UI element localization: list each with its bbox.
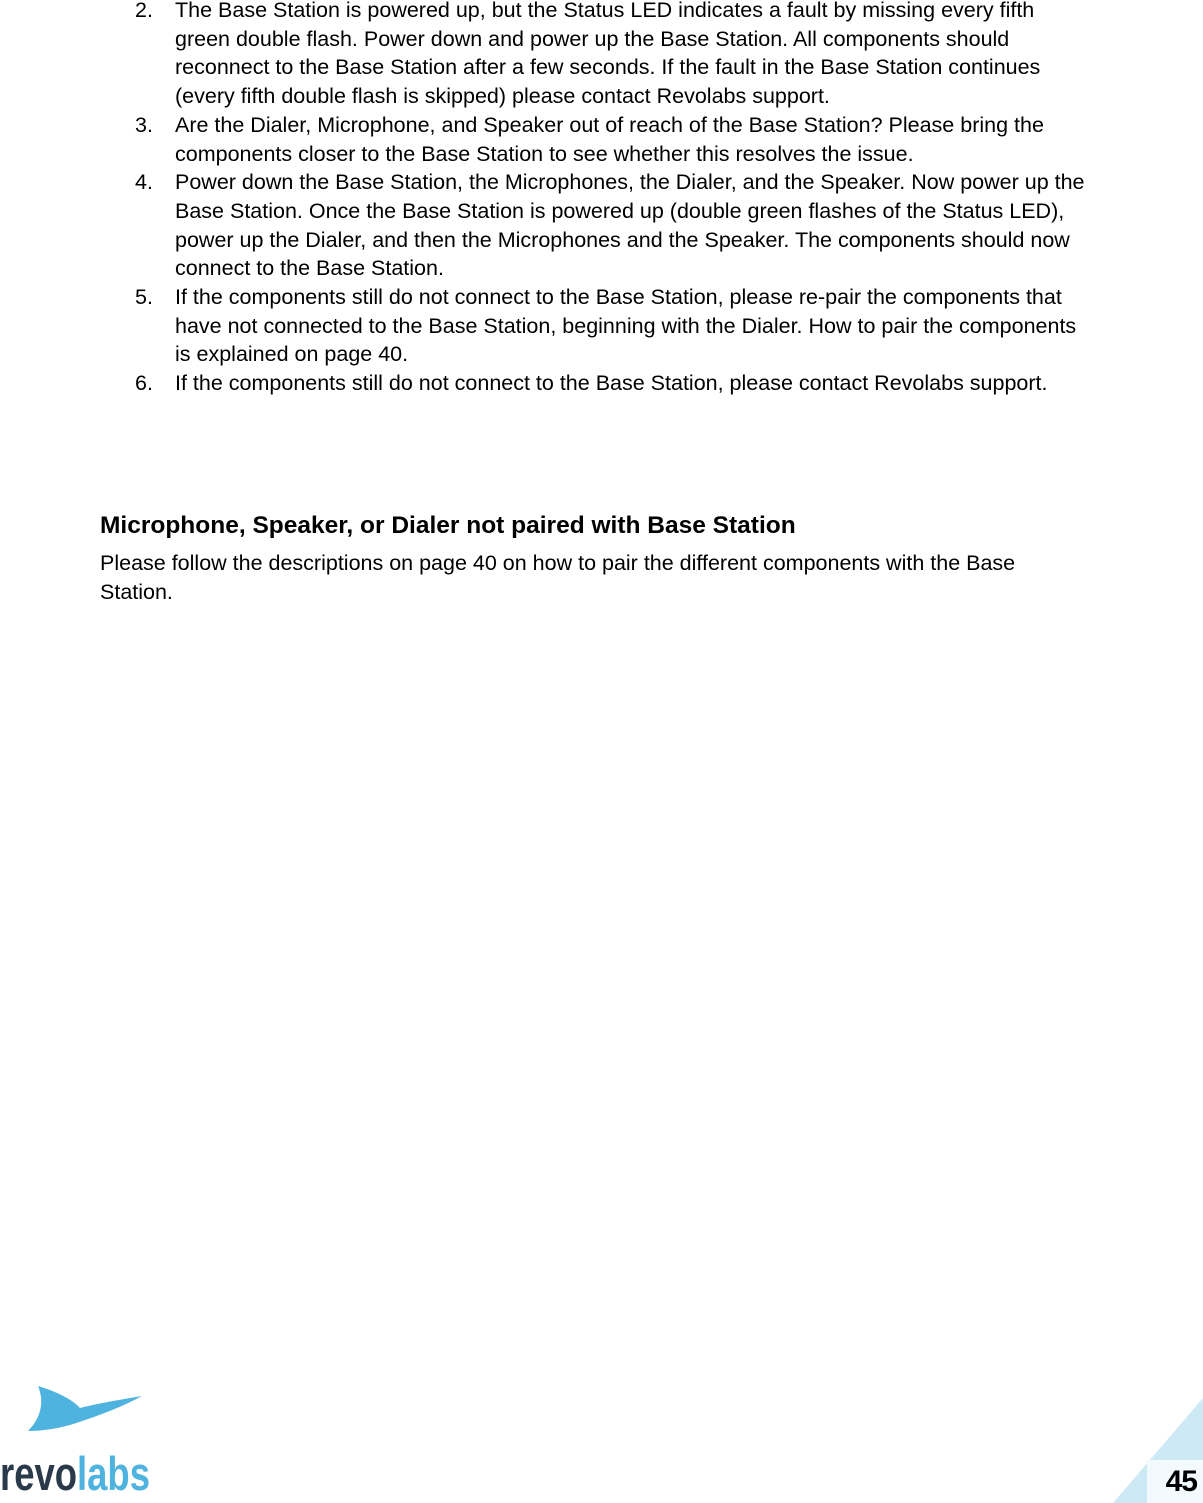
section-heading: Microphone, Speaker, or Dialer not paired with Base Station <box>100 512 796 539</box>
list-item-number: 2. <box>135 0 153 22</box>
fin-icon <box>28 1386 142 1431</box>
list-item-text: Are the Dialer, Microphone, and Speaker out of reach of the Base Station? Please bring the components closer to the Base Station to see whether this resolves the issue. <box>175 112 1044 166</box>
list-item-text: Power down the Base Station, the Microphones, the Dialer, and the Speaker. Now power up the Base Station. Once the Base Station is powered up (double green flashes of the Status LED), power up the Dialer, and then the Microphones and the Speaker. The components should now connect to the Base Station. <box>175 170 1085 281</box>
list-item-number: 4. <box>135 170 153 195</box>
list-item-number: 6. <box>135 371 153 396</box>
list-item <box>135 369 1095 398</box>
page-number: 45 <box>1165 1465 1197 1498</box>
list-item-number: 3. <box>135 112 153 137</box>
logo-wordmark: revolabs <box>0 1447 172 1500</box>
list-item-text: If the components still do not connect to the Base Station, please contact Revolabs support. <box>175 371 1048 396</box>
list-item-number: 5. <box>135 285 153 310</box>
revolabs-logo <box>0 1383 172 1500</box>
list-item-text: The Base Station is powered up, but the Status LED indicates a fault by missing every fifth green double flash. Power down and power up the Base Station. All components should reconnect to the Base Station after a few seconds. If the fault in the Base Station continues (every fifth double flash is skipped) please contact Revolabs support. <box>175 0 1041 109</box>
list-item <box>135 168 1095 283</box>
list-item-text: If the components still do not connect to the Base Station, please re-pair the components that have not connected to the Base Station, beginning with the Dialer. How to pair the components is explained on page 40. <box>175 285 1077 367</box>
troubleshooting-steps-list <box>135 0 1095 398</box>
list-item <box>135 283 1095 369</box>
page-corner <box>1113 1398 1203 1503</box>
revolabs-logo-graphic <box>0 1383 172 1500</box>
list-item <box>135 111 1095 168</box>
section-body-text: Please follow the descriptions on page 40 on how to pair the different components with the Base Station. <box>100 551 1016 604</box>
list-item <box>135 0 1095 111</box>
